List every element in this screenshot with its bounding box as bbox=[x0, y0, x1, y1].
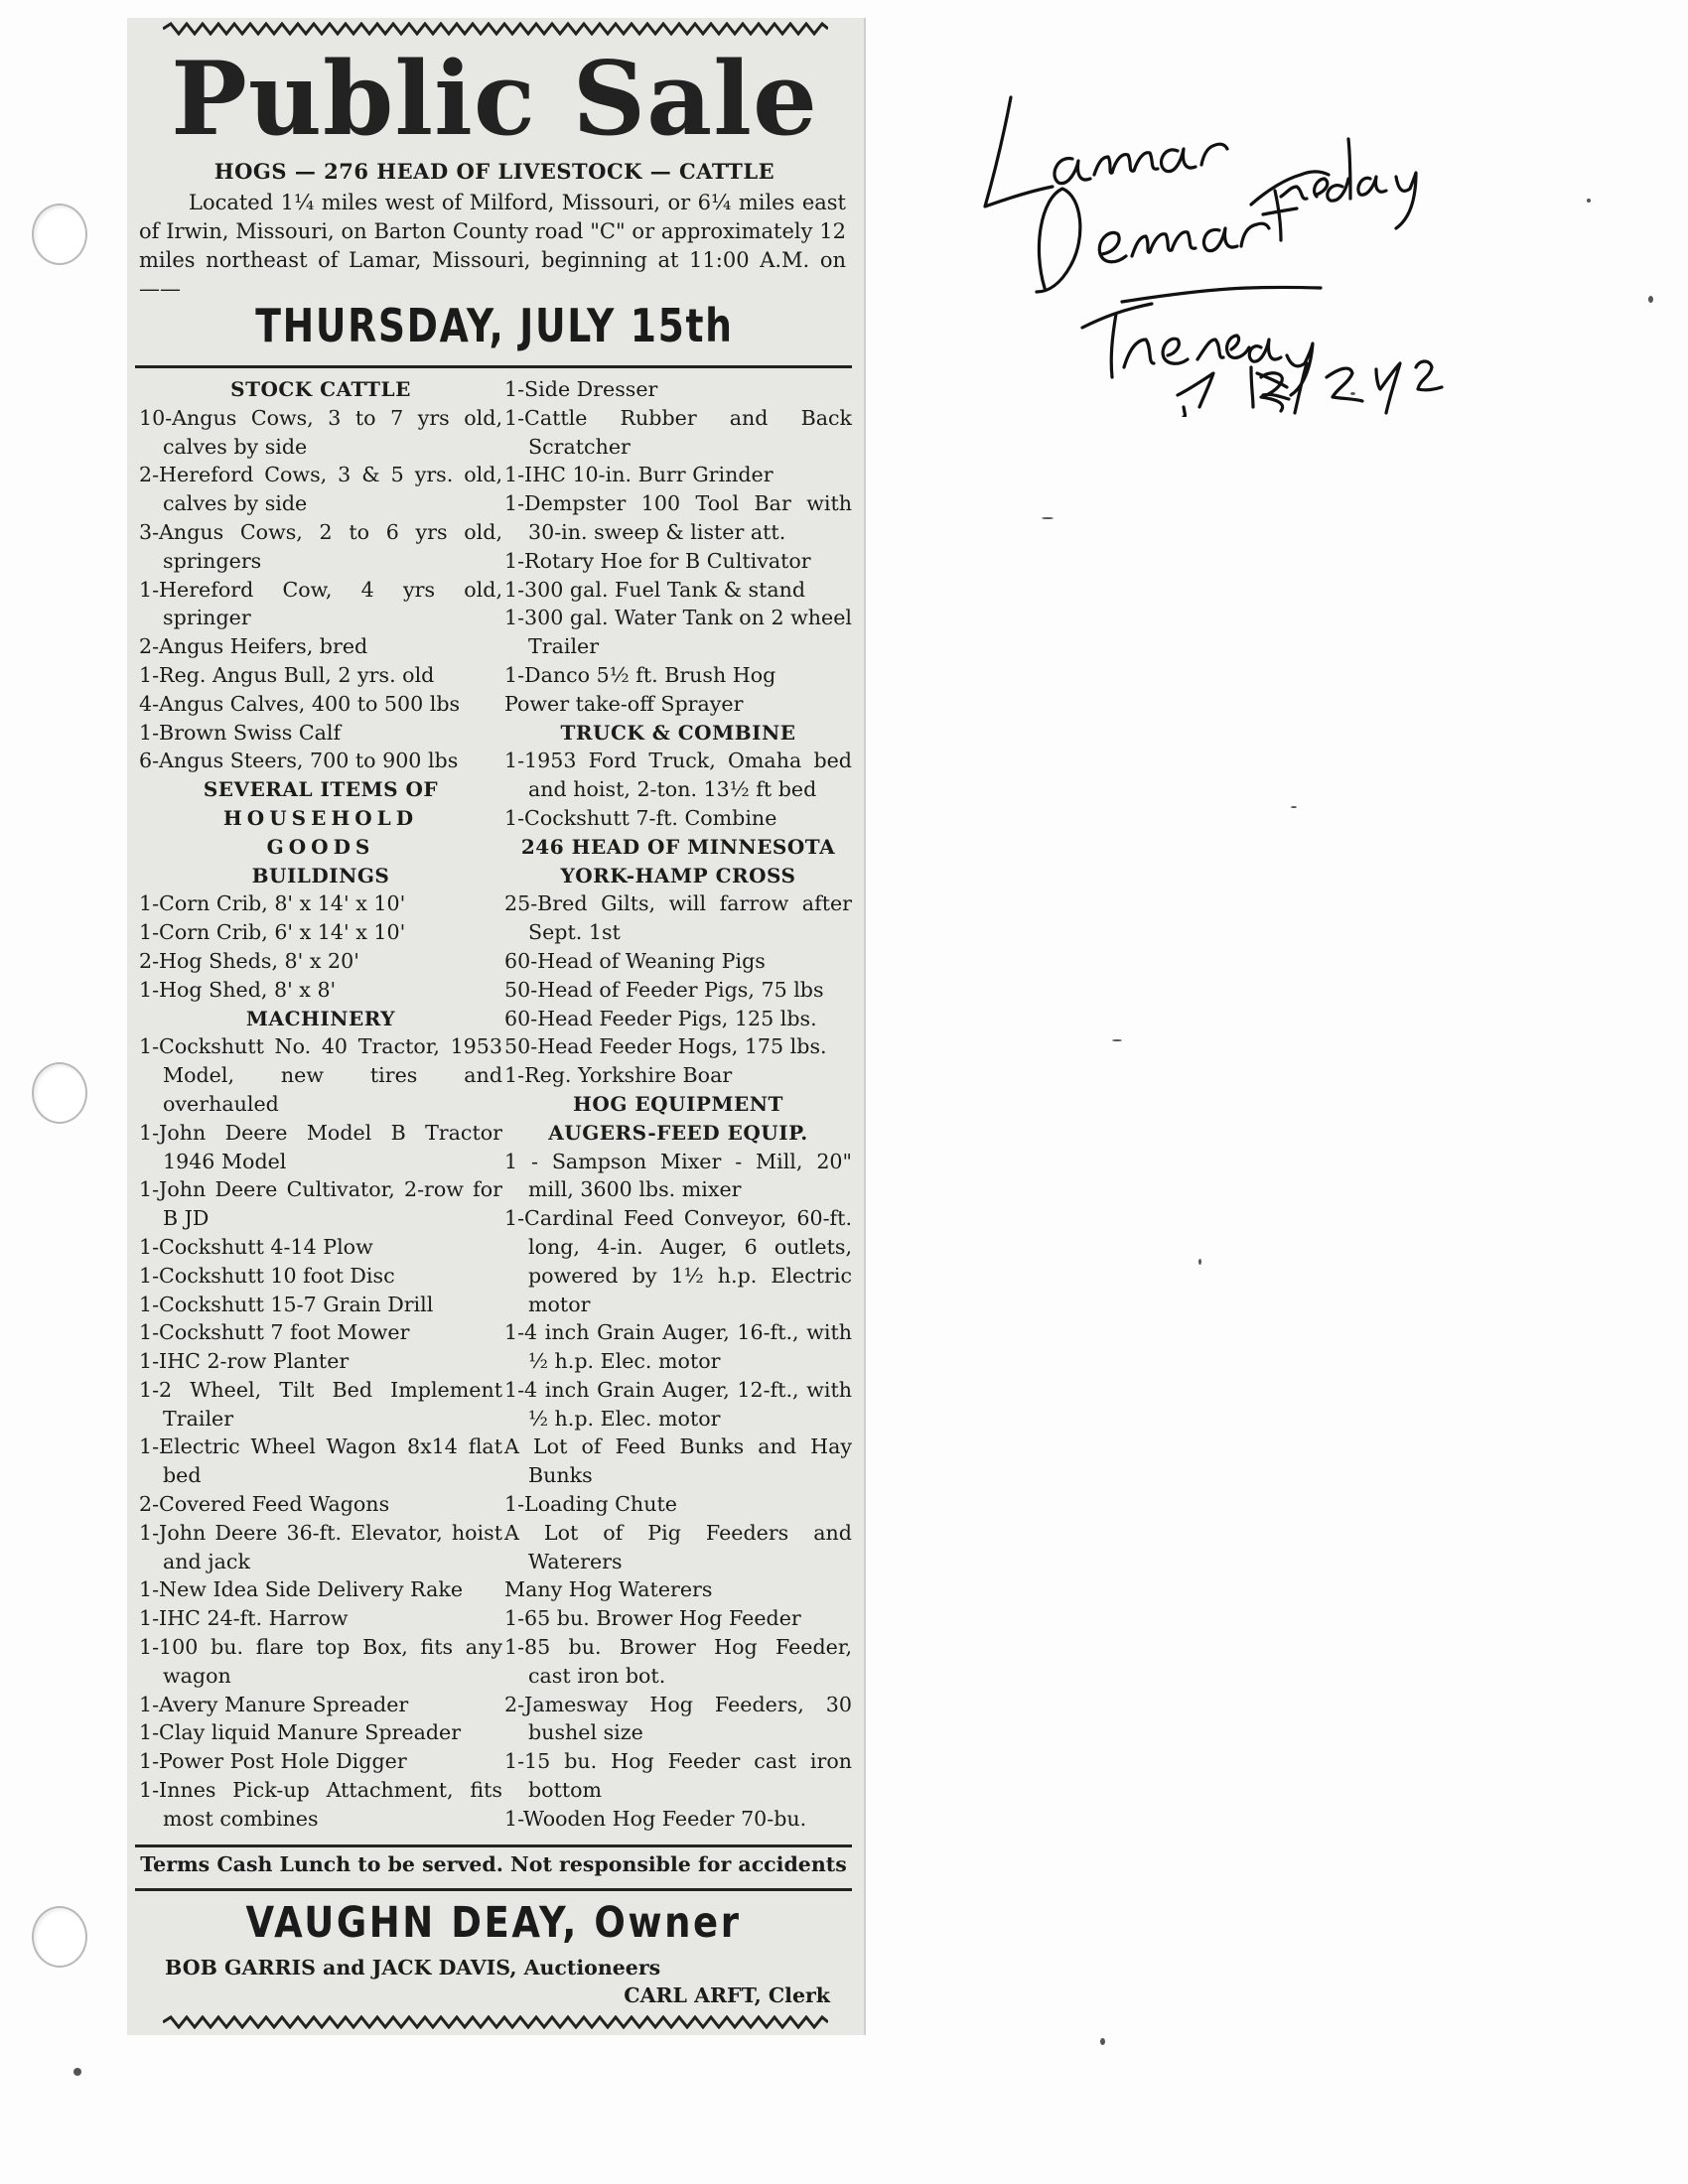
sale-item: 2-Jamesway Hog Feeders, 30 bushel size bbox=[504, 1692, 852, 1745]
section-heading: BUILDINGS bbox=[251, 863, 390, 887]
sale-item: 25-Bred Gilts, will farrow after Sept. 1st bbox=[504, 891, 852, 945]
sale-item: 2-Angus Heifers, bred bbox=[139, 634, 368, 659]
sale-item: 1-Cockshutt 4-14 Plow bbox=[139, 1234, 373, 1259]
sale-item: 1-Cockshutt 7 foot Mower bbox=[139, 1320, 410, 1345]
punch-hole-middle bbox=[32, 1062, 87, 1124]
handwritten-note bbox=[953, 79, 1470, 417]
sale-item: 1-Brown Swiss Calf bbox=[139, 720, 342, 745]
sale-item: 1-Cockshutt No. 40 Tractor, 1953 Model, new tires and overhauled bbox=[139, 1034, 502, 1116]
scan-speck bbox=[73, 2068, 81, 2076]
scan-speck bbox=[1291, 806, 1297, 808]
section-heading: AUGERS-FEED EQUIP. bbox=[548, 1120, 808, 1145]
sale-item: 1-Danco 5½ ft. Brush Hog bbox=[504, 662, 776, 687]
sale-item: 1-Hog Shed, 8' x 8' bbox=[139, 977, 337, 1002]
sale-item: 1-Reg. Yorkshire Boar bbox=[504, 1063, 733, 1088]
sale-item: 10-Angus Cows, 3 to 7 yrs old, calves by side bbox=[139, 405, 502, 459]
rule-under-date bbox=[135, 365, 852, 368]
section-heading: HOUSEHOLD bbox=[222, 805, 419, 830]
sale-item: 1-4 inch Grain Auger, 12-ft., with ½ h.p. Elec. motor bbox=[504, 1377, 852, 1431]
sale-item: 1-New Idea Side Delivery Rake bbox=[139, 1577, 464, 1602]
sale-item: 1-1953 Ford Truck, Omaha bed and hoist, 2-ton. 13½ ft bed bbox=[504, 749, 852, 802]
sale-item: 2-Hog Sheds, 8' x 20' bbox=[139, 948, 359, 973]
sale-item: 1-John Deere Model B Tractor 1946 Model bbox=[139, 1120, 502, 1173]
sale-item: 1-John Deere 36-ft. Elevator, hoist and jack bbox=[139, 1520, 502, 1573]
scan-speck bbox=[1112, 1039, 1122, 1041]
sale-item: 4-Angus Calves, 400 to 500 lbs bbox=[139, 691, 461, 716]
sale-item: 60-Head of Weaning Pigs bbox=[504, 948, 766, 973]
sale-item: 1-Power Post Hole Digger bbox=[139, 1749, 407, 1774]
sale-item: 1-Avery Manure Spreader bbox=[139, 1692, 409, 1716]
sale-item: 1-15 bu. Hog Feeder cast iron bottom bbox=[504, 1749, 852, 1803]
sale-item: 50-Head of Feeder Pigs, 75 lbs bbox=[504, 977, 824, 1002]
sale-item: 1-Cattle Rubber and Back Scratcher bbox=[504, 405, 852, 459]
section-heading: 246 HEAD OF MINNESOTA bbox=[520, 834, 836, 859]
sale-item: 1-2 Wheel, Tilt Bed Implement Trailer bbox=[139, 1377, 502, 1431]
note-date-correction bbox=[953, 79, 954, 80]
sale-item: 6-Angus Steers, 700 to 900 lbs bbox=[139, 749, 459, 773]
sale-item: 1-Corn Crib, 6' x 14' x 10' bbox=[139, 920, 406, 945]
sale-item: 1-Hereford Cow, 4 yrs old, springer bbox=[139, 577, 502, 630]
clerk-line: CARL ARFT, Clerk bbox=[624, 1983, 830, 2007]
sale-item: 1-Wooden Hog Feeder 70-bu. bbox=[504, 1806, 807, 1831]
rule-below-terms bbox=[135, 1888, 852, 1891]
section-heading: SEVERAL ITEMS OF bbox=[203, 777, 439, 802]
sale-item: 1-4 inch Grain Auger, 16-ft., with ½ h.p. Elec. motor bbox=[504, 1320, 852, 1374]
section-heading: MACHINERY bbox=[245, 1006, 396, 1030]
sale-item: 1-65 bu. Brower Hog Feeder bbox=[504, 1606, 801, 1631]
sale-item: Power take-off Sprayer bbox=[504, 691, 744, 716]
newspaper-clipping bbox=[127, 18, 866, 2035]
sale-item: 1-Cockshutt 10 foot Disc bbox=[139, 1263, 395, 1288]
auctioneers-line: BOB GARRIS and JACK DAVIS, Auctioneers bbox=[165, 1956, 661, 1979]
punch-hole-top bbox=[32, 204, 87, 265]
sale-item: 60-Head Feeder Pigs, 125 lbs. bbox=[504, 1006, 817, 1030]
sale-item: 1-Reg. Angus Bull, 2 yrs. old bbox=[139, 662, 435, 687]
sale-item: 1-100 bu. flare top Box, fits any wagon bbox=[139, 1635, 502, 1688]
sale-item: 3-Angus Cows, 2 to 6 yrs old, springers bbox=[139, 519, 502, 573]
headline: Public Sale bbox=[171, 40, 818, 159]
sale-item: A Lot of Feed Bunks and Hay Bunks bbox=[504, 1434, 852, 1488]
sale-item: 1-Clay liquid Manure Spreader bbox=[139, 1720, 462, 1745]
right-column bbox=[504, 375, 852, 1834]
scan-speck bbox=[1350, 392, 1355, 395]
sale-item: 1-Side Dresser bbox=[504, 377, 658, 401]
sale-item: 1-300 gal. Water Tank on 2 wheel Trailer bbox=[504, 606, 852, 659]
scan-speck bbox=[1042, 517, 1054, 519]
sale-item: 50-Head Feeder Hogs, 175 lbs. bbox=[504, 1034, 827, 1059]
subhead: HOGS — 276 HEAD OF LIVESTOCK — CATTLE bbox=[213, 159, 775, 184]
sale-item: 1-Rotary Hoe for B Cultivator bbox=[504, 548, 811, 573]
owner-line: VAUGHN DEAY, Owner bbox=[245, 1898, 742, 1948]
sale-item: 1-Cardinal Feed Conveyor, 60-ft. long, 4-in. Auger, 6 outlets, powered by 1½ h.p. Electric motor bbox=[504, 1206, 852, 1316]
location-paragraph bbox=[139, 189, 846, 304]
sale-item: 1-Innes Pick-up Attachment, fits most combines bbox=[139, 1778, 502, 1831]
location-text: Located 1¼ miles west of Milford, Missouri, or 6¼ miles east of Irwin, Missouri, on Barton County road "C" or approximately 12 miles northeast of Lamar, Missouri, beginning at 11:00 A.M. on—— bbox=[139, 191, 846, 301]
sale-item: 2-Hereford Cows, 3 & 5 yrs. old, calves by side bbox=[139, 463, 502, 516]
sale-item: 1-Cockshutt 7-ft. Combine bbox=[504, 805, 777, 830]
decorative-border-top bbox=[163, 22, 828, 36]
scan-speck bbox=[1587, 199, 1591, 203]
sale-item: 1 - Sampson Mixer - Mill, 20" mill, 3600 lbs. mixer bbox=[504, 1149, 852, 1202]
scan-speck bbox=[1648, 296, 1653, 303]
left-column bbox=[139, 375, 502, 1834]
scan-speck bbox=[1100, 2038, 1105, 2045]
section-heading: HOG EQUIPMENT bbox=[573, 1091, 783, 1116]
sale-item: Many Hog Waterers bbox=[504, 1577, 713, 1602]
sale-item: 1-IHC 24-ft. Harrow bbox=[139, 1606, 349, 1631]
section-heading: STOCK CATTLE bbox=[230, 377, 411, 401]
sale-item: 1-Corn Crib, 8' x 14' x 10' bbox=[139, 891, 406, 916]
terms-line: Terms Cash Lunch to be served. Not responsible for accidents bbox=[140, 1852, 847, 1876]
sale-item: 2-Covered Feed Wagons bbox=[139, 1492, 390, 1517]
section-heading: TRUCK & COMBINE bbox=[560, 720, 796, 745]
sale-item: 1-IHC 2-row Planter bbox=[139, 1349, 350, 1374]
sale-item: 1-Electric Wheel Wagon 8x14 flat bed bbox=[139, 1434, 502, 1488]
decorative-border-bottom bbox=[163, 2015, 828, 2029]
handwriting-drawing bbox=[953, 79, 1470, 417]
sale-item: 1-Cockshutt 15-7 Grain Drill bbox=[139, 1292, 434, 1316]
sale-item: 1-Loading Chute bbox=[504, 1492, 677, 1517]
punch-hole-bottom bbox=[32, 1906, 87, 1968]
sale-item: 1-IHC 10-in. Burr Grinder bbox=[504, 463, 774, 487]
sale-item: 1-Dempster 100 Tool Bar with 30-in. sweep & lister att. bbox=[504, 491, 852, 544]
rule-above-terms bbox=[135, 1844, 852, 1847]
sale-item: A Lot of Pig Feeders and Waterers bbox=[504, 1520, 852, 1573]
sale-item: 1-85 bu. Brower Hog Feeder, cast iron bot. bbox=[504, 1635, 852, 1688]
sale-item: 1-300 gal. Fuel Tank & stand bbox=[504, 577, 806, 602]
sale-item: 1-John Deere Cultivator, 2-row for B JD bbox=[139, 1177, 502, 1231]
scan-speck bbox=[1198, 1259, 1201, 1265]
sale-date: THURSDAY, JULY 15th bbox=[255, 299, 734, 352]
section-heading: GOODS bbox=[266, 834, 375, 859]
section-heading: YORK-HAMP CROSS bbox=[560, 863, 796, 887]
